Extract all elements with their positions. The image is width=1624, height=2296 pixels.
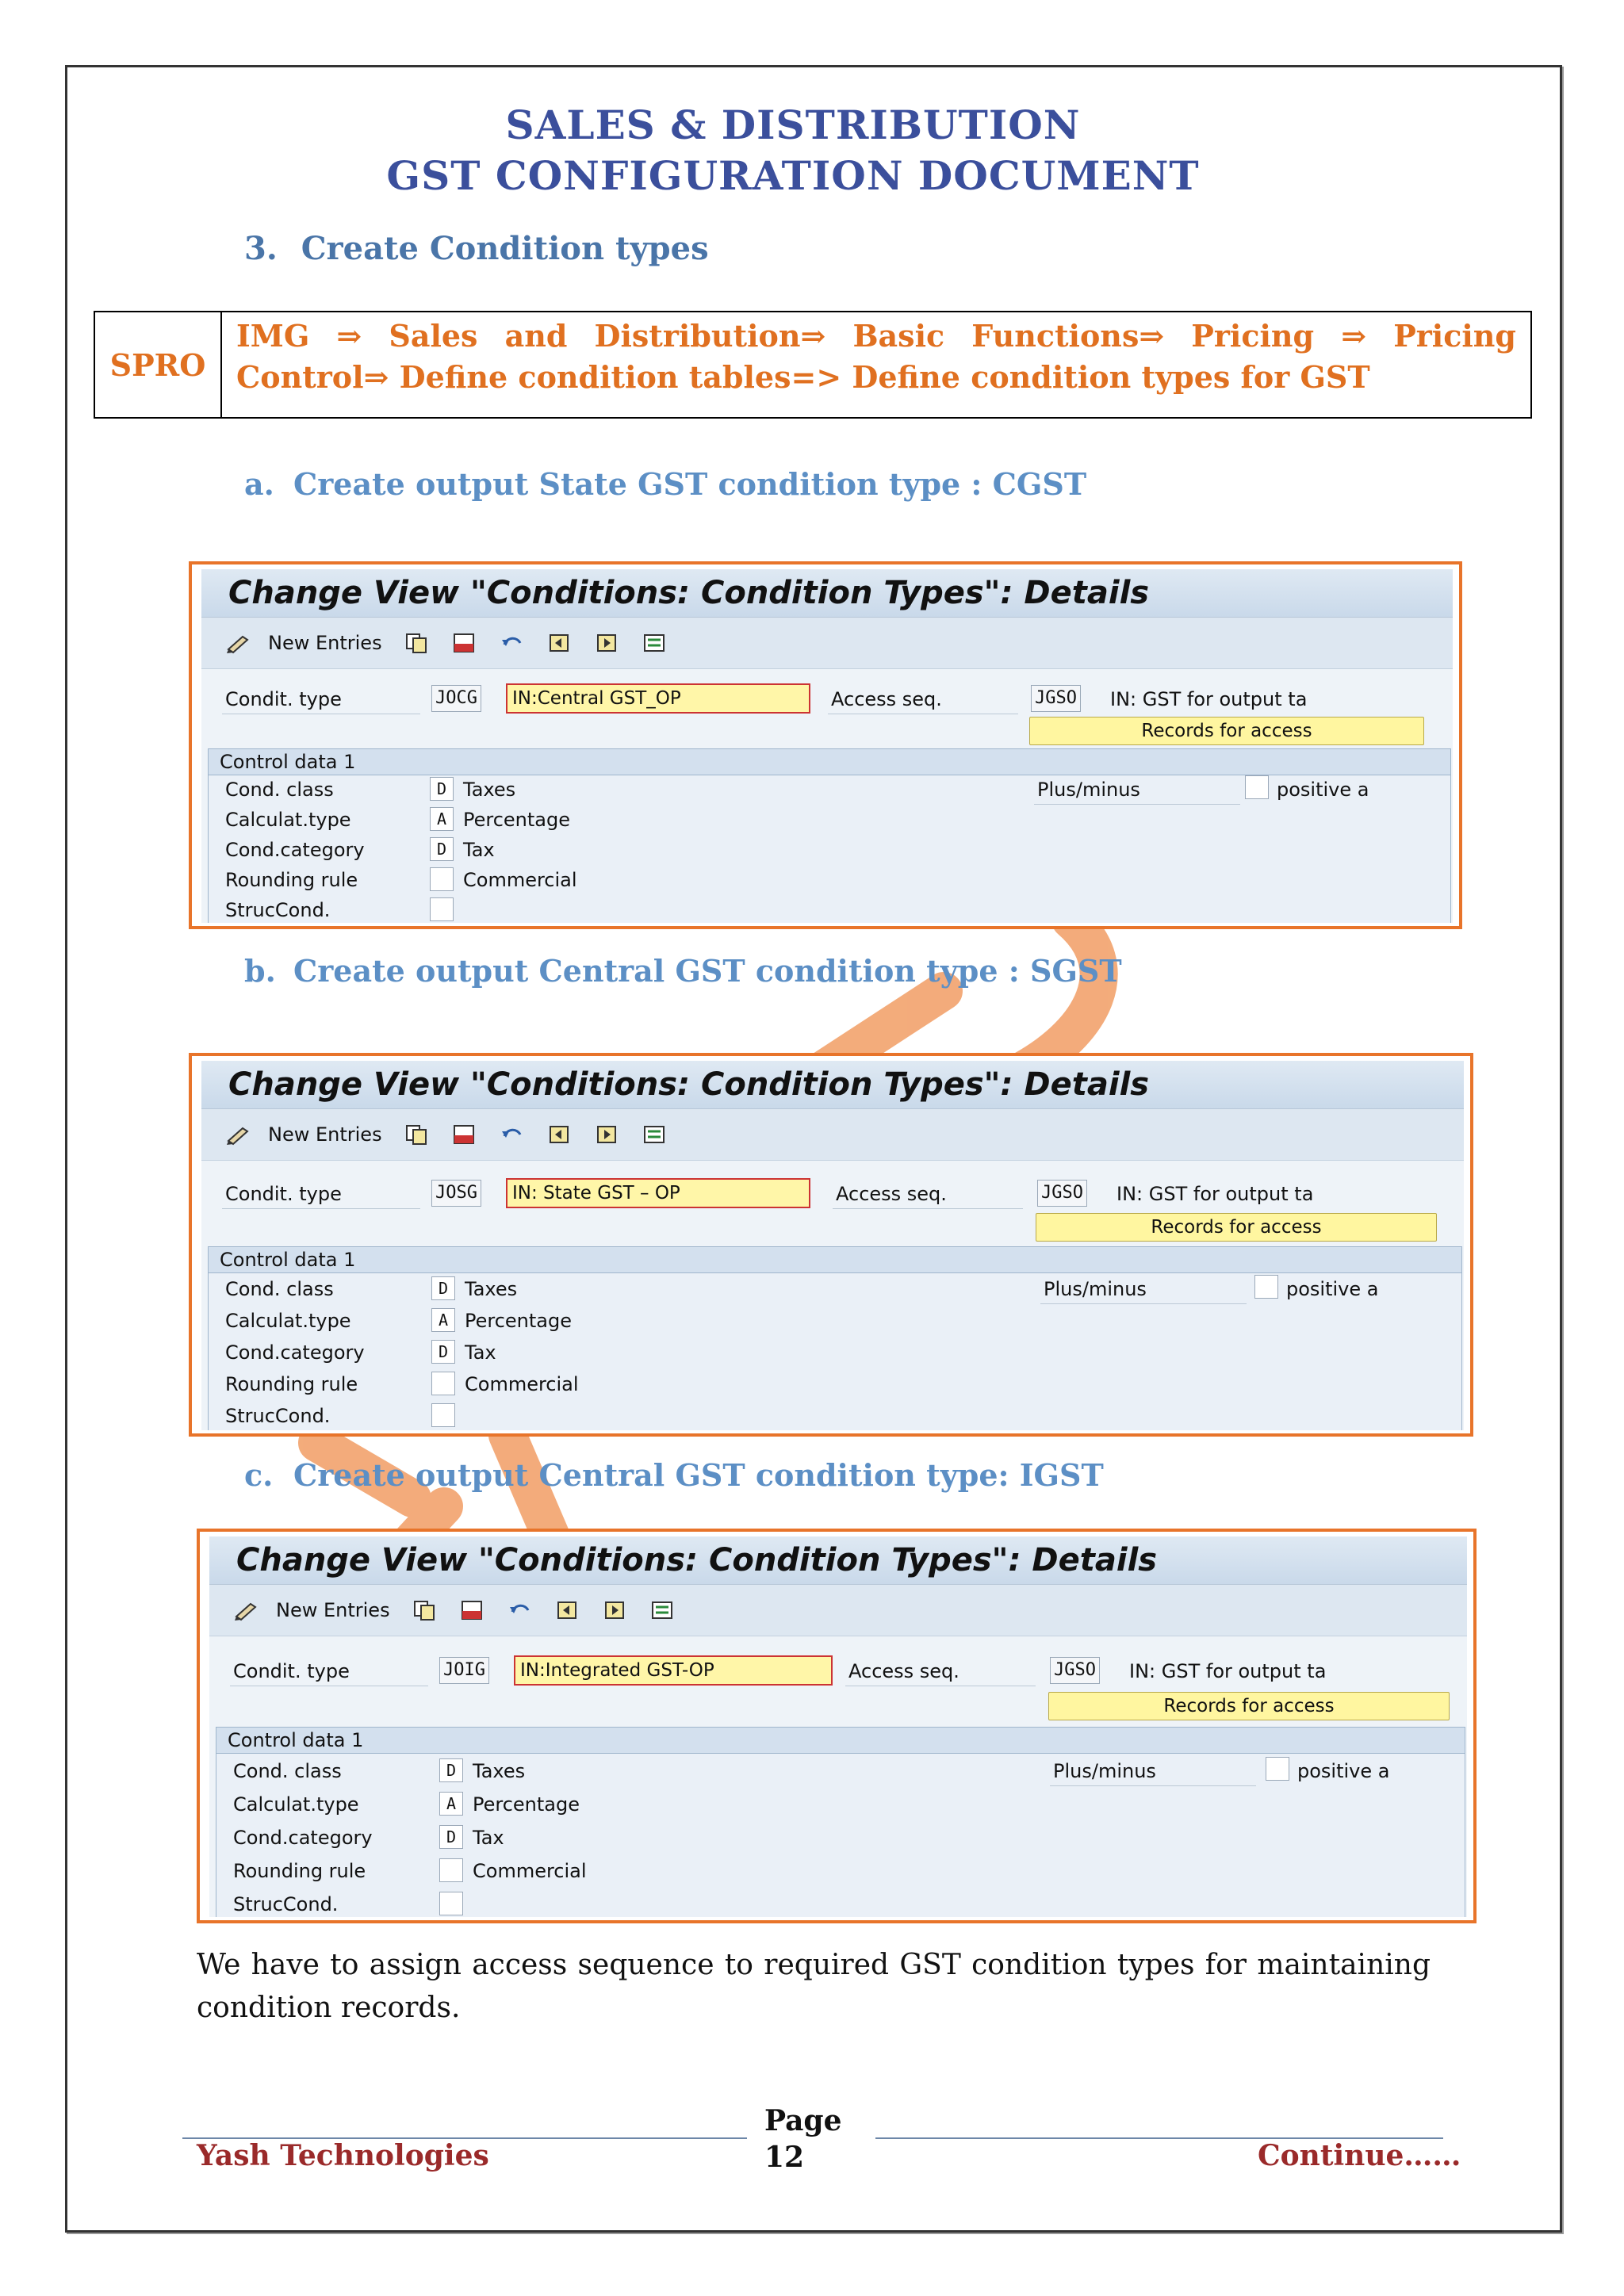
sap-window-title: Change View "Conditions: Condition Types": Details: [201, 569, 1453, 618]
copy-icon[interactable]: [412, 1599, 438, 1621]
access-seq-code[interactable]: JGSO: [1050, 1657, 1100, 1684]
struc-cond-label: StrucCond.: [233, 1893, 339, 1915]
cond-class-code[interactable]: D: [431, 1276, 455, 1300]
plus-minus-label: Plus/minus: [1044, 1278, 1147, 1300]
sap-window: [201, 1061, 1464, 1430]
undo-icon[interactable]: [500, 1123, 525, 1146]
plus-minus-checkbox[interactable]: [1266, 1757, 1289, 1781]
spro-path: IMG ⇒ Sales and Distribution⇒ Basic Functions⇒ Pricing ⇒ Pricing Control⇒ Define condition tables=> Define condition types for GST: [236, 318, 1516, 395]
subsection-title: Create output Central GST condition type: IGST: [293, 1457, 1104, 1493]
next-entry-icon[interactable]: [595, 632, 620, 654]
body-paragraph: We have to assign access sequence to required GST condition types for maintaining condition records.: [197, 1949, 1431, 2024]
label-underline: [1034, 804, 1240, 805]
struc-cond-checkbox[interactable]: [439, 1892, 463, 1915]
section-title: Create Condition types: [301, 230, 709, 267]
condit-type-description-input[interactable]: IN:Central GST_OP: [506, 683, 810, 714]
access-seq-label: Access seq.: [836, 1183, 947, 1205]
plus-minus-description: positive a: [1286, 1278, 1379, 1300]
subsection-b: [244, 953, 1122, 989]
control-data-header: Control data 1: [209, 1247, 1461, 1273]
struc-cond-label: StrucCond.: [225, 899, 331, 921]
plus-minus-label: Plus/minus: [1053, 1760, 1156, 1782]
cond-class-label: Cond. class: [225, 779, 334, 801]
list-icon[interactable]: [642, 632, 668, 654]
calc-type-label: Calculat.type: [225, 1310, 351, 1332]
footer-page-label: Page: [764, 2104, 842, 2137]
condit-type-code[interactable]: JOIG: [439, 1657, 489, 1684]
sap-window-title: Change View "Conditions: Condition Types": Details: [201, 1061, 1464, 1109]
subsection-title: Create output Central GST condition type : SGST: [293, 953, 1122, 989]
rounding-rule-code[interactable]: [430, 867, 454, 891]
plus-minus-checkbox[interactable]: [1245, 775, 1269, 799]
cond-category-code[interactable]: D: [430, 837, 454, 861]
cond-category-code[interactable]: D: [431, 1340, 455, 1364]
records-for-access-button[interactable]: Records for access: [1048, 1692, 1450, 1720]
prev-entry-icon[interactable]: [547, 1123, 573, 1146]
label-underline: [1040, 1303, 1247, 1304]
rounding-rule-description: Commercial: [463, 869, 577, 891]
condit-type-label: Condit. type: [225, 688, 342, 710]
sap-toolbar: [209, 1585, 1467, 1636]
condit-type-description-input[interactable]: IN: State GST – OP: [506, 1178, 810, 1208]
sap-toolbar: [201, 1109, 1464, 1161]
footer-page: [764, 2103, 842, 2175]
calc-type-description: Percentage: [473, 1793, 580, 1816]
cond-class-description: Taxes: [465, 1278, 518, 1300]
rounding-rule-label: Rounding rule: [225, 869, 358, 891]
calc-type-label: Calculat.type: [225, 809, 351, 831]
save-icon[interactable]: [460, 1599, 485, 1621]
pencil-icon[interactable]: [225, 1123, 252, 1146]
footer-page-number: 12: [764, 2141, 805, 2174]
pencil-icon[interactable]: [225, 632, 252, 654]
access-seq-description: IN: GST for output ta: [1110, 688, 1308, 710]
copy-icon[interactable]: [404, 632, 430, 654]
rounding-rule-code[interactable]: [439, 1858, 463, 1882]
subsection-letter: c.: [244, 1457, 274, 1493]
undo-icon[interactable]: [500, 632, 525, 654]
cond-category-code[interactable]: D: [439, 1825, 463, 1849]
subsection-title: Create output State GST condition type : CGST: [293, 466, 1087, 502]
condit-type-label: Condit. type: [233, 1660, 350, 1682]
rounding-rule-code[interactable]: [431, 1372, 455, 1395]
cond-class-description: Taxes: [463, 779, 516, 801]
list-icon[interactable]: [642, 1123, 668, 1146]
next-entry-icon[interactable]: [595, 1123, 620, 1146]
cond-class-code[interactable]: D: [439, 1758, 463, 1782]
control-data-group: [216, 1727, 1465, 1917]
access-seq-code[interactable]: JGSO: [1037, 1180, 1087, 1207]
section-number: 3.: [244, 230, 278, 267]
list-icon[interactable]: [650, 1599, 676, 1621]
rounding-rule-label: Rounding rule: [225, 1373, 358, 1395]
document-title-line1: SALES & DISTRIBUTION: [505, 101, 1081, 148]
save-icon[interactable]: [452, 632, 477, 654]
plus-minus-description: positive a: [1277, 779, 1369, 801]
plus-minus-label: Plus/minus: [1037, 779, 1140, 801]
calc-type-code[interactable]: A: [431, 1308, 455, 1332]
spro-label: SPRO: [95, 312, 222, 417]
label-underline: [833, 1208, 1023, 1209]
control-data-group: [208, 1246, 1462, 1430]
cond-category-description: Tax: [473, 1827, 504, 1849]
condit-type-label: Condit. type: [225, 1183, 342, 1205]
document-title-line2: GST CONFIGURATION DOCUMENT: [386, 152, 1200, 199]
section-heading: [244, 230, 709, 267]
struc-cond-checkbox[interactable]: [431, 1403, 455, 1427]
subsection-c: [244, 1457, 1104, 1493]
condit-type-description-input[interactable]: IN:Integrated GST-OP: [514, 1655, 833, 1686]
cond-class-label: Cond. class: [225, 1278, 334, 1300]
undo-icon[interactable]: [508, 1599, 533, 1621]
new-entries-button[interactable]: New Entries: [276, 1599, 390, 1621]
prev-entry-icon[interactable]: [547, 632, 573, 654]
label-underline: [1050, 1785, 1256, 1786]
pencil-icon[interactable]: [233, 1599, 260, 1621]
access-seq-label: Access seq.: [831, 688, 942, 710]
new-entries-button[interactable]: New Entries: [268, 632, 382, 654]
save-icon[interactable]: [452, 1123, 477, 1146]
subsection-letter: b.: [244, 953, 276, 989]
control-data-header: Control data 1: [209, 749, 1450, 775]
control-data-header: Control data 1: [216, 1728, 1465, 1754]
calc-type-description: Percentage: [465, 1310, 573, 1332]
label-underline: [222, 1208, 420, 1209]
subsection-a: [244, 466, 1086, 502]
new-entries-button[interactable]: New Entries: [268, 1123, 382, 1146]
calc-type-code[interactable]: A: [439, 1792, 463, 1816]
cond-category-description: Tax: [465, 1341, 496, 1364]
control-data-group: [208, 748, 1451, 923]
access-seq-code[interactable]: JGSO: [1031, 685, 1081, 712]
struc-cond-checkbox[interactable]: [430, 897, 454, 921]
next-entry-icon[interactable]: [603, 1599, 628, 1621]
sap-screen-cgst: [189, 561, 1462, 929]
struc-cond-label: StrucCond.: [225, 1405, 331, 1427]
access-seq-description: IN: GST for output ta: [1129, 1660, 1327, 1682]
cond-category-label: Cond.category: [233, 1827, 373, 1849]
cond-class-description: Taxes: [473, 1760, 526, 1782]
cond-category-label: Cond.category: [225, 1341, 365, 1364]
footer-company: Yash Technologies: [197, 2139, 489, 2172]
sap-screen-igst: [197, 1529, 1477, 1923]
plus-minus-checkbox[interactable]: [1254, 1275, 1278, 1299]
sap-window: [209, 1536, 1467, 1917]
footer-continue: Continue……: [1258, 2139, 1461, 2172]
calc-type-label: Calculat.type: [233, 1793, 359, 1816]
access-seq-label: Access seq.: [848, 1660, 959, 1682]
spro-table: [94, 311, 1532, 419]
records-for-access-button[interactable]: Records for access: [1029, 717, 1424, 745]
subsection-letter: a.: [244, 466, 274, 502]
access-seq-description: IN: GST for output ta: [1116, 1183, 1314, 1205]
records-for-access-button[interactable]: Records for access: [1036, 1213, 1437, 1242]
sap-toolbar: [201, 618, 1453, 669]
sap-window: [201, 569, 1453, 923]
sap-window-title: Change View "Conditions: Condition Types": Details: [209, 1536, 1467, 1585]
calc-type-description: Percentage: [463, 809, 571, 831]
plus-minus-description: positive a: [1297, 1760, 1390, 1782]
cond-class-label: Cond. class: [233, 1760, 342, 1782]
sap-screen-sgst: [189, 1053, 1473, 1437]
condit-type-code[interactable]: JOSG: [431, 1180, 481, 1207]
cond-class-code[interactable]: D: [430, 777, 454, 801]
rounding-rule-description: Commercial: [465, 1373, 579, 1395]
rounding-rule-description: Commercial: [473, 1860, 587, 1882]
prev-entry-icon[interactable]: [555, 1599, 580, 1621]
condit-type-code[interactable]: JOCG: [431, 685, 481, 712]
cond-category-description: Tax: [463, 839, 495, 861]
copy-icon[interactable]: [404, 1123, 430, 1146]
calc-type-code[interactable]: A: [430, 807, 454, 831]
cond-category-label: Cond.category: [225, 839, 365, 861]
rounding-rule-label: Rounding rule: [233, 1860, 366, 1882]
